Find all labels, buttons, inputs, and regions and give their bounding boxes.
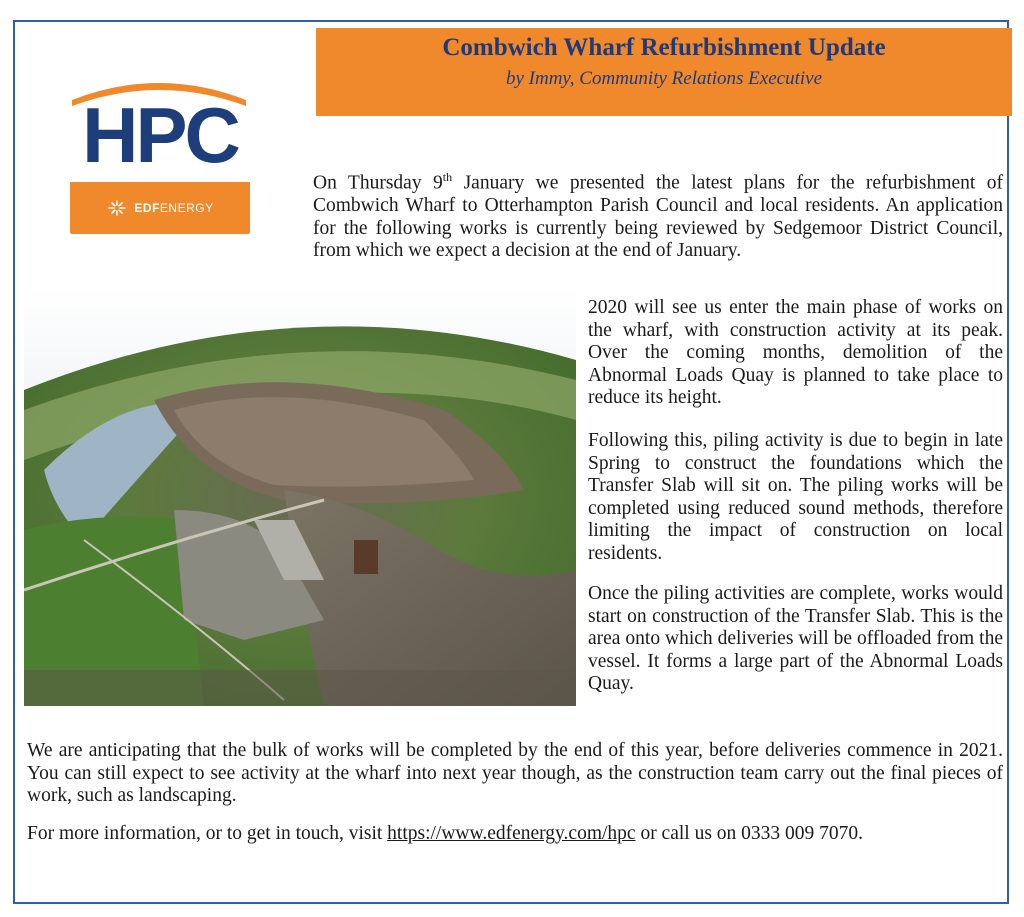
aerial-village-photo — [24, 290, 576, 706]
transfer-slab-paragraph: Once the piling activities are complete, works would start on construction of the Transfer Slab. This is the area onto which deliveries will be offloaded from the vessel. It forms a large part of the Abnormal Loads Quay. — [588, 583, 1003, 695]
piling-paragraph: Following this, piling activity is due to begin in late Spring to construct the foundations which the Transfer Slab will sit on. The piling works will be completed using reduced sound methods, therefore limiting the impact of construction on local residents. — [588, 430, 1003, 564]
edf-website-link[interactable]: https://www.edfenergy.com/hpc — [387, 823, 636, 844]
page-title: Combwich Wharf Refurbishment Update — [442, 34, 886, 61]
edf-energy-badge — [70, 182, 250, 234]
completion-paragraph: We are anticipating that the bulk of works will be completed by the end of this year, before deliveries commence in 2021. You can still expect to see activity at the wharf into next year though, as the construction team carry out the final pieces of work, such as landscaping. — [27, 740, 1003, 807]
byline: by Immy, Community Relations Executive — [505, 68, 823, 89]
edf-sun-icon — [106, 199, 128, 217]
contact-paragraph: For more information, or to get in touch, visit https://www.edfenergy.com/hpc or call us on 0333 009 7070. — [27, 823, 864, 844]
logo-letters: HPC — [82, 91, 238, 179]
phase-paragraph: 2020 will see us enter the main phase of works on the wharf, with construction activity at its peak. Over the coming months, demolition of the Abnormal Loads Quay is planned to take place to reduce its height. — [588, 297, 1003, 409]
hpc-logo — [66, 70, 254, 238]
intro-paragraph: On Thursday 9th January we presented the latest plans for the refurbishment of Combwich Wharf to Otterhampton Parish Council and local residents. An application for the following works is currently being reviewed by Sedgemoor District Council, from which we expect a decision at the end of January. — [313, 170, 1003, 262]
title-banner — [316, 28, 1012, 116]
edf-badge-text: EDFENERGY — [134, 201, 214, 215]
